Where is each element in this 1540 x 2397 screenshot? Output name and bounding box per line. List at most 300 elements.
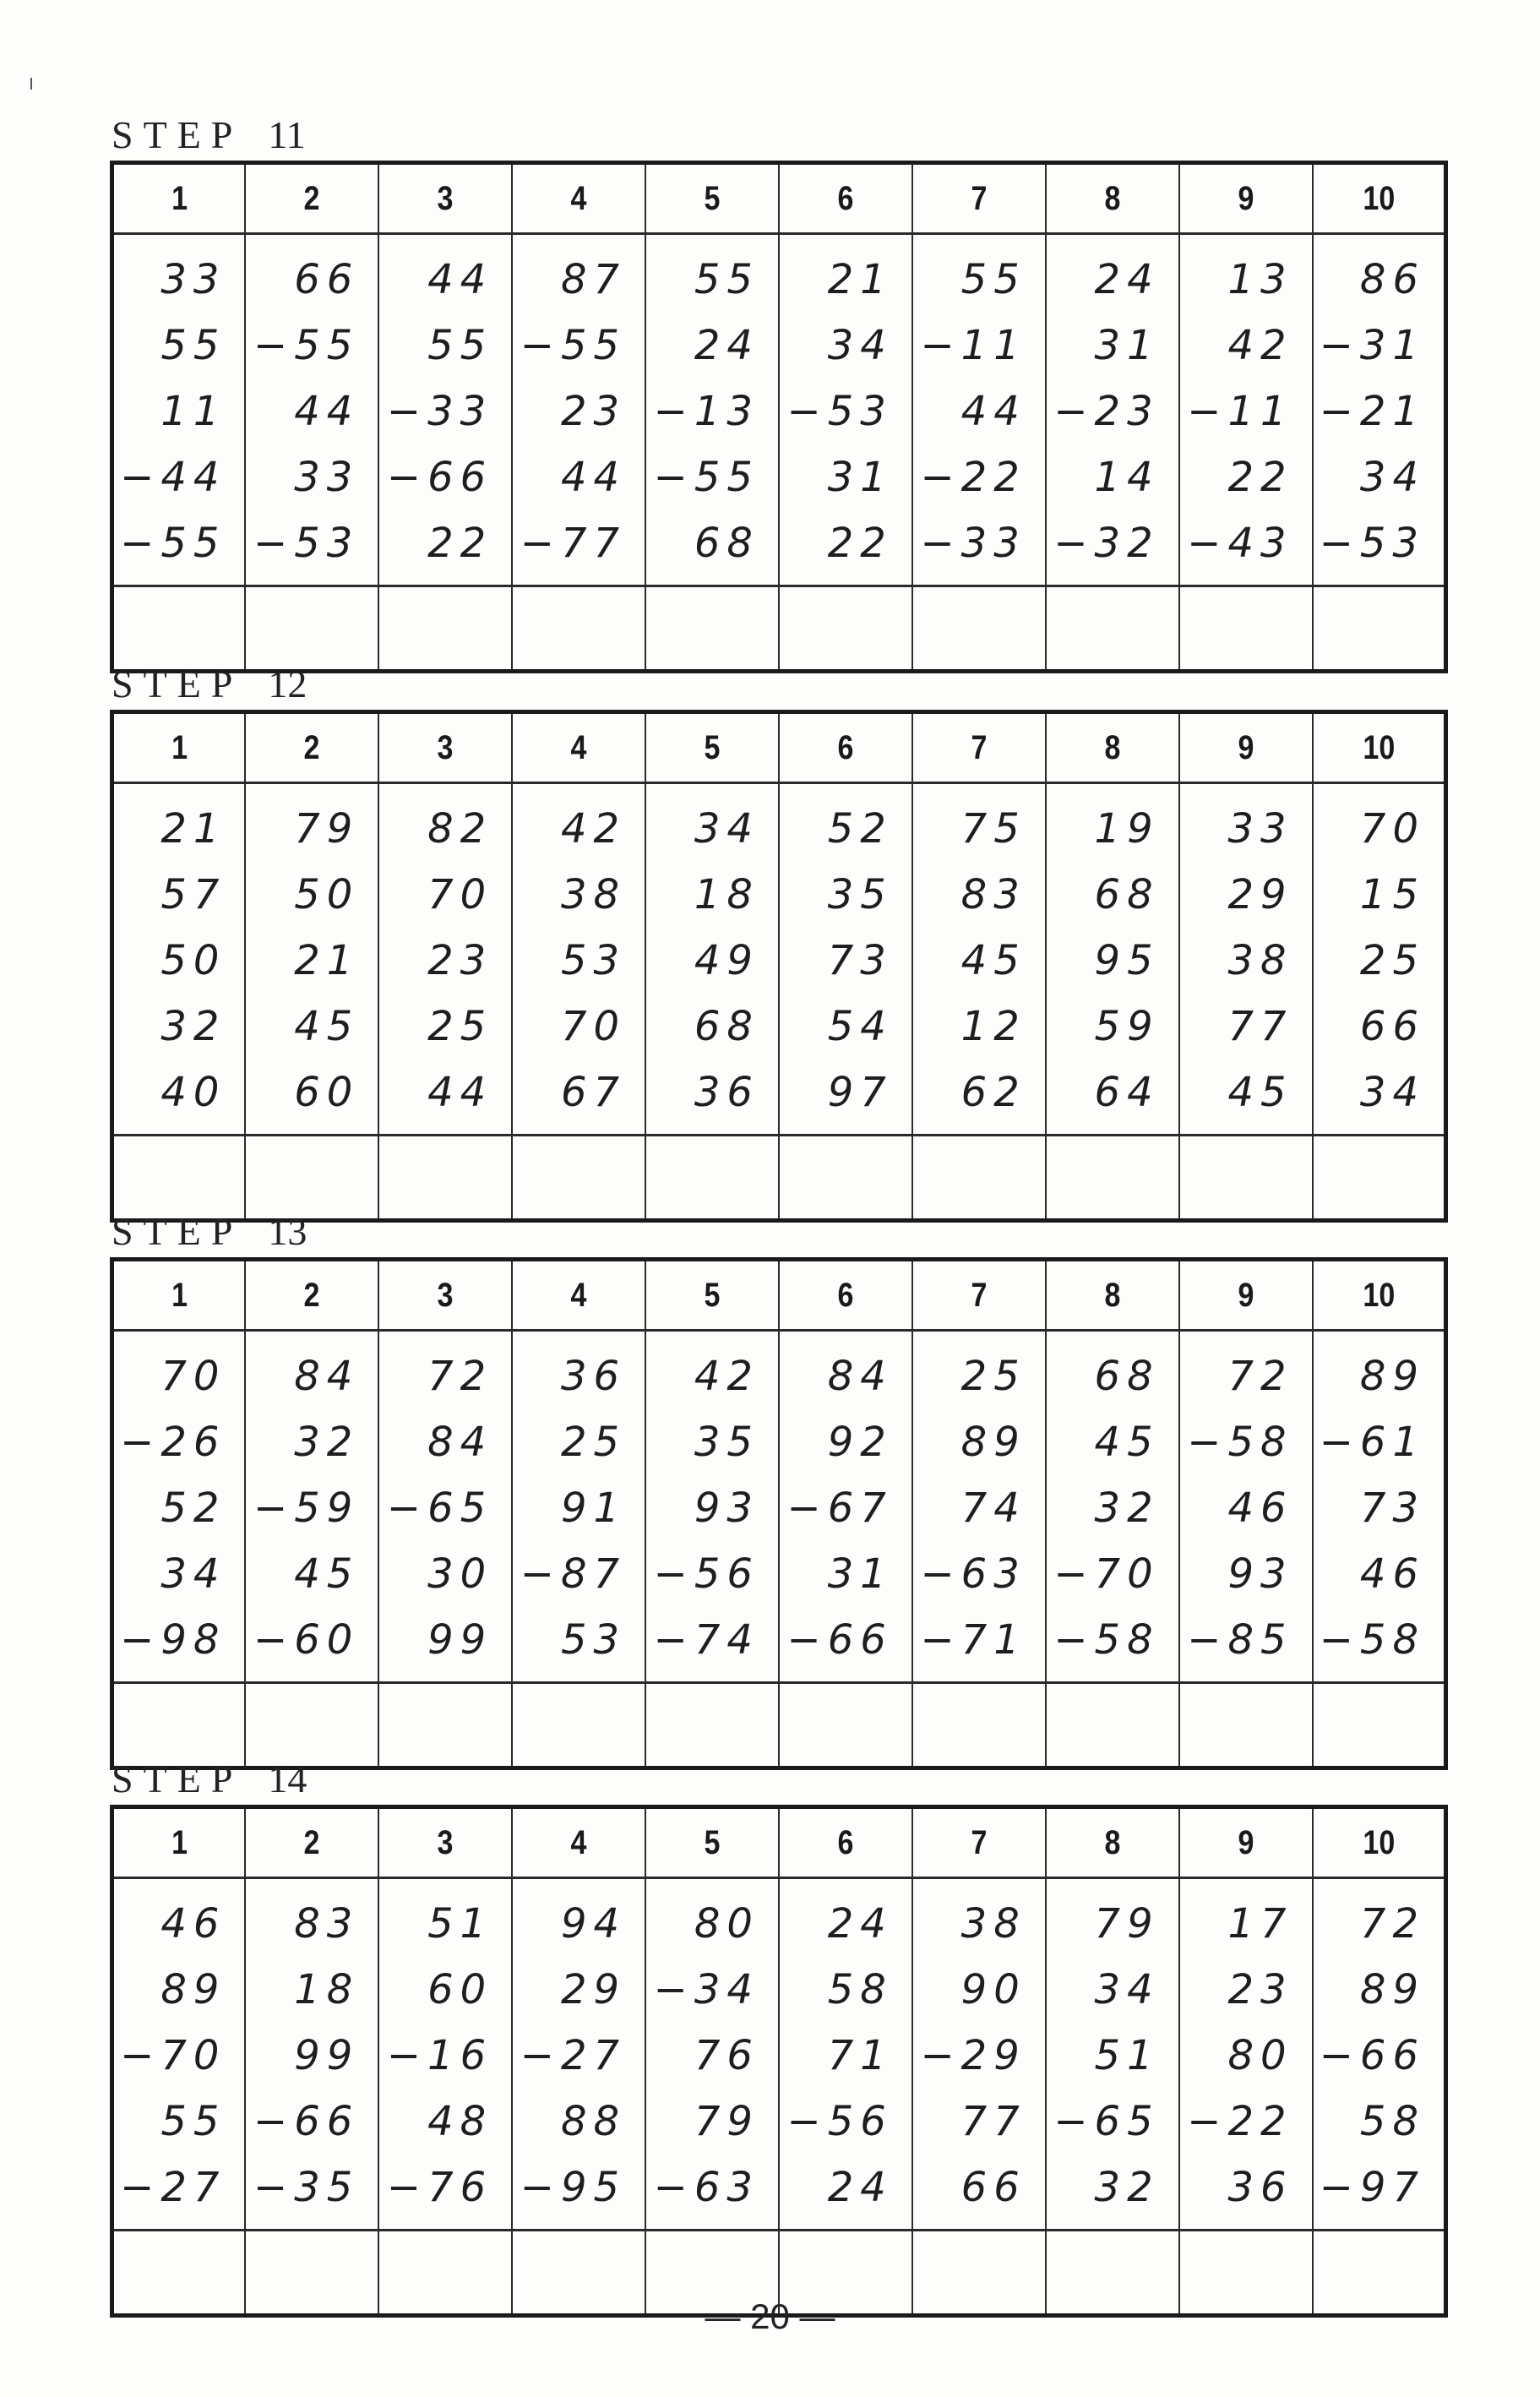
column-header: 2 [255, 1260, 368, 1331]
problem-number: 77 [960, 2098, 1026, 2145]
problem-cell [912, 234, 1046, 586]
problem-number: 64 [1094, 1069, 1160, 1116]
column-header: 4 [522, 712, 635, 783]
problem-number: 32 [1094, 2164, 1160, 2211]
problem-number: 21 [827, 256, 893, 303]
problem-number: −55 [653, 454, 759, 501]
problem-number: 66 [960, 2164, 1026, 2211]
problem-number: 29 [1227, 871, 1293, 918]
problem-cell [378, 1331, 512, 1683]
problem-number: 66 [1359, 1003, 1425, 1050]
column-header: 9 [1189, 1807, 1302, 1878]
problem-number: −65 [1053, 2098, 1160, 2145]
column-header: 3 [389, 1260, 502, 1331]
problem-cell [1313, 1331, 1446, 1683]
problem-number: 24 [1094, 256, 1160, 303]
problem-number: 33 [1227, 805, 1293, 853]
problem-number: −55 [520, 322, 627, 369]
problem-number: −44 [120, 454, 226, 501]
problem-number: 32 [294, 1419, 360, 1466]
problem-number: 89 [1359, 1966, 1425, 2013]
column-header: 1 [122, 1260, 235, 1331]
problem-cell [779, 783, 912, 1136]
problem-number: 11 [161, 388, 226, 435]
problem-number: 18 [294, 1966, 360, 2013]
problem-number: −56 [786, 2098, 893, 2145]
problem-number: −71 [920, 1616, 1026, 1664]
problem-number: 54 [827, 1003, 893, 1050]
problem-number: −67 [786, 1485, 893, 1532]
problem-number: 94 [560, 1900, 627, 1948]
column-header: 6 [789, 163, 902, 234]
page-number: — 20 — [705, 2296, 835, 2336]
problems-row [112, 783, 1446, 1136]
problem-number: 23 [427, 937, 493, 984]
column-header: 6 [789, 1260, 902, 1331]
problem-number: 18 [694, 871, 759, 918]
problem-number: 30 [427, 1550, 493, 1598]
problem-cell [1179, 234, 1313, 586]
problem-number: −53 [253, 520, 360, 567]
problem-number: 70 [427, 871, 493, 918]
problem-number: 76 [694, 2032, 759, 2079]
problem-number: 72 [1227, 1353, 1293, 1400]
step-title [110, 1754, 1448, 1805]
problem-number: 34 [827, 322, 893, 369]
problem-number: 95 [1094, 937, 1160, 984]
column-header: 9 [1189, 1260, 1302, 1331]
problem-number: 31 [827, 1550, 893, 1598]
problem-number: −60 [253, 1616, 360, 1664]
problem-number: 12 [960, 1003, 1026, 1050]
problem-number: 34 [1359, 1069, 1425, 1116]
problem-number: 35 [694, 1419, 759, 1466]
problem-number: 31 [827, 454, 893, 501]
problem-number: −87 [520, 1550, 627, 1598]
column-header: 7 [922, 712, 1036, 783]
column-header: 2 [255, 712, 368, 783]
problem-number: 21 [161, 805, 226, 853]
problem-number: 73 [827, 937, 893, 984]
problem-number: 88 [560, 2098, 627, 2145]
problem-cell [512, 783, 645, 1136]
problem-number: 50 [294, 871, 360, 918]
column-header: 5 [656, 1807, 769, 1878]
problem-number: −74 [653, 1616, 759, 1664]
step-number: 11 [268, 113, 306, 156]
problem-number: 52 [161, 1485, 226, 1532]
column-header: 10 [1322, 712, 1435, 783]
column-header: 8 [1056, 1807, 1169, 1878]
problem-number: 48 [427, 2098, 493, 2145]
problem-number: 45 [294, 1003, 360, 1050]
problem-number: 44 [294, 388, 360, 435]
step-title [110, 1207, 1448, 1257]
problem-number: −58 [1187, 1419, 1293, 1466]
problem-number: 55 [161, 2098, 226, 2145]
problem-number: −35 [253, 2164, 360, 2211]
step-title [110, 110, 1448, 161]
problem-number: 75 [960, 805, 1026, 853]
scan-mark [30, 78, 32, 90]
problem-number: 70 [161, 1353, 226, 1400]
problem-number: 58 [827, 1966, 893, 2013]
problem-number: 79 [694, 2098, 759, 2145]
problem-number: −61 [1319, 1419, 1425, 1466]
problem-number: 80 [694, 1900, 759, 1948]
problem-number: 60 [427, 1966, 493, 2013]
problem-number: 79 [294, 805, 360, 853]
problem-number: 44 [427, 256, 493, 303]
problems-row [112, 1878, 1446, 2231]
problem-number: 80 [1227, 2032, 1293, 2079]
step-number: 14 [268, 1757, 307, 1800]
problem-number: 44 [960, 388, 1026, 435]
problem-number: 72 [1359, 1900, 1425, 1948]
problem-number: 53 [560, 1616, 627, 1664]
problem-cell [645, 234, 779, 586]
problem-number: 52 [827, 805, 893, 853]
problem-number: −59 [253, 1485, 360, 1532]
problem-cell [1046, 1331, 1179, 1683]
problem-number: 21 [294, 937, 360, 984]
problem-number: 40 [161, 1069, 226, 1116]
problem-cell [1046, 1878, 1179, 2231]
problem-number: 70 [1359, 805, 1425, 853]
problem-number: 83 [294, 1900, 360, 1948]
problems-row [112, 1331, 1446, 1683]
problem-number: −23 [1053, 388, 1160, 435]
problem-number: −26 [120, 1419, 226, 1466]
problem-number: −11 [920, 322, 1026, 369]
column-header: 5 [656, 163, 769, 234]
problem-number: 44 [560, 454, 627, 501]
problem-number: −53 [1319, 520, 1425, 567]
problem-cell [645, 783, 779, 1136]
problem-number: 46 [1227, 1485, 1293, 1532]
problem-cell [779, 1331, 912, 1683]
problem-number: 34 [1094, 1966, 1160, 2013]
problem-number: −97 [1319, 2164, 1425, 2211]
problem-number: 99 [294, 2032, 360, 2079]
step-label: STEP [112, 1210, 243, 1253]
problem-number: −13 [653, 388, 759, 435]
column-header: 3 [389, 1807, 502, 1878]
column-header: 8 [1056, 163, 1169, 234]
step-section [110, 659, 1448, 1223]
problem-number: 68 [694, 1003, 759, 1050]
column-header: 10 [1322, 163, 1435, 234]
problem-cell [112, 783, 246, 1136]
column-header: 9 [1189, 163, 1302, 234]
problem-cell [779, 234, 912, 586]
problem-number: 24 [694, 322, 759, 369]
problem-number: 24 [827, 1900, 893, 1948]
problem-number: 25 [560, 1419, 627, 1466]
problem-number: −70 [1053, 1550, 1160, 1598]
problem-number: 89 [1359, 1353, 1425, 1400]
problem-number: −98 [120, 1616, 226, 1664]
problem-number: 90 [960, 1966, 1026, 2013]
problem-cell [1046, 234, 1179, 586]
step-section [110, 1207, 1448, 1770]
problem-number: 25 [960, 1353, 1026, 1400]
problem-number: 29 [560, 1966, 627, 2013]
problem-number: 36 [560, 1353, 627, 1400]
column-header: 8 [1056, 712, 1169, 783]
problem-number: 84 [427, 1419, 493, 1466]
problems-row [112, 234, 1446, 586]
step-section [110, 110, 1448, 673]
problem-cell [112, 1331, 246, 1683]
problem-number: −56 [653, 1550, 759, 1598]
problem-number: 67 [560, 1069, 627, 1116]
problem-cell [512, 234, 645, 586]
problem-number: 49 [694, 937, 759, 984]
column-header: 4 [522, 1807, 635, 1878]
problem-cell [512, 1878, 645, 2231]
problem-number: −33 [920, 520, 1026, 567]
column-header: 6 [789, 712, 902, 783]
problem-number: 34 [1359, 454, 1425, 501]
problem-number: −53 [786, 388, 893, 435]
problem-number: 38 [560, 871, 627, 918]
problem-number: 55 [427, 322, 493, 369]
column-header: 10 [1322, 1807, 1435, 1878]
problem-number: −58 [1319, 1616, 1425, 1664]
problem-number: 33 [161, 256, 226, 303]
problem-number: 45 [294, 1550, 360, 1598]
problem-table [110, 1257, 1448, 1770]
problem-number: 42 [694, 1353, 759, 1400]
problem-cell [112, 234, 246, 586]
problem-number: 23 [560, 388, 627, 435]
problem-cell [245, 1331, 378, 1683]
problem-number: 24 [827, 2164, 893, 2211]
problem-cell [779, 1878, 912, 2231]
problem-number: 62 [960, 1069, 1026, 1116]
problem-number: 19 [1094, 805, 1160, 853]
step-label: STEP [112, 662, 243, 705]
problem-number: 13 [1227, 256, 1293, 303]
problem-number: −16 [386, 2032, 493, 2079]
problem-number: 74 [960, 1485, 1026, 1532]
column-header: 1 [122, 712, 235, 783]
problem-number: 79 [1094, 1900, 1160, 1948]
column-header: 4 [522, 163, 635, 234]
problem-number: 97 [827, 1069, 893, 1116]
problem-number: −43 [1187, 520, 1293, 567]
problem-table [110, 1805, 1448, 2318]
problem-number: 32 [161, 1003, 226, 1050]
problem-number: −70 [120, 2032, 226, 2079]
problem-number: 46 [1359, 1550, 1425, 1598]
problem-cell [1313, 1878, 1446, 2231]
problem-number: 35 [827, 871, 893, 918]
problem-cell [912, 1331, 1046, 1683]
problem-number: 71 [827, 2032, 893, 2079]
header-row [112, 163, 1446, 234]
problem-table [110, 710, 1448, 1223]
step-number: 13 [268, 1210, 307, 1253]
problem-number: −66 [786, 1616, 893, 1664]
problem-number: 22 [427, 520, 493, 567]
column-header: 2 [255, 1807, 368, 1878]
column-header: 3 [389, 712, 502, 783]
problem-number: 45 [960, 937, 1026, 984]
problem-cell [512, 1331, 645, 1683]
column-header: 2 [255, 163, 368, 234]
column-header: 1 [122, 163, 235, 234]
problem-number: 51 [1094, 2032, 1160, 2079]
problem-number: 58 [1359, 2098, 1425, 2145]
problem-cell [1313, 234, 1446, 586]
step-title [110, 659, 1448, 710]
step-section [110, 1754, 1448, 2318]
problem-number: −11 [1187, 388, 1293, 435]
problem-number: 36 [1227, 2164, 1293, 2211]
column-header: 10 [1322, 1260, 1435, 1331]
problem-cell [1179, 1878, 1313, 2231]
column-header: 7 [922, 1260, 1036, 1331]
problem-table [110, 161, 1448, 673]
problem-number: 68 [1094, 1353, 1160, 1400]
column-header: 4 [522, 1260, 635, 1331]
problem-number: −65 [386, 1485, 493, 1532]
problem-cell [245, 1878, 378, 2231]
header-row [112, 712, 1446, 783]
step-label: STEP [112, 113, 243, 156]
problem-number: 31 [1094, 322, 1160, 369]
problem-cell [912, 783, 1046, 1136]
problem-number: 36 [694, 1069, 759, 1116]
problem-number: −34 [653, 1966, 759, 2013]
problem-number: 51 [427, 1900, 493, 1948]
problem-cell [112, 1878, 246, 2231]
problem-number: 15 [1359, 871, 1425, 918]
problem-cell [645, 1878, 779, 2231]
problem-number: 72 [427, 1353, 493, 1400]
problem-number: −27 [120, 2164, 226, 2211]
problem-number: 70 [560, 1003, 627, 1050]
problem-number: −33 [386, 388, 493, 435]
problem-number: −21 [1319, 388, 1425, 435]
problem-number: −63 [920, 1550, 1026, 1598]
problem-number: 87 [560, 256, 627, 303]
problem-number: 55 [960, 256, 1026, 303]
problem-number: 86 [1359, 256, 1425, 303]
problem-cell [1179, 1331, 1313, 1683]
problem-number: 25 [1359, 937, 1425, 984]
problem-number: 34 [694, 805, 759, 853]
problem-number: 93 [694, 1485, 759, 1532]
problem-cell [378, 234, 512, 586]
problem-cell [912, 1878, 1046, 2231]
problem-number: −22 [920, 454, 1026, 501]
column-header: 7 [922, 1807, 1036, 1878]
problem-number: 68 [1094, 871, 1160, 918]
problem-number: −29 [920, 2032, 1026, 2079]
problem-number: 42 [1227, 322, 1293, 369]
problem-number: 23 [1227, 1966, 1293, 2013]
column-header: 7 [922, 163, 1036, 234]
step-number: 12 [268, 662, 307, 705]
problem-cell [1313, 783, 1446, 1136]
column-header: 8 [1056, 1260, 1169, 1331]
column-header: 6 [789, 1807, 902, 1878]
problem-number: 22 [1227, 454, 1293, 501]
problem-number: 55 [694, 256, 759, 303]
problem-cell [245, 234, 378, 586]
problem-number: 45 [1227, 1069, 1293, 1116]
problem-number: 34 [161, 1550, 226, 1598]
problem-cell [1179, 783, 1313, 1136]
problem-number: −66 [386, 454, 493, 501]
problem-number: 89 [960, 1419, 1026, 1466]
problem-number: −27 [520, 2032, 627, 2079]
problem-cell [645, 1331, 779, 1683]
problem-number: 44 [427, 1069, 493, 1116]
problem-number: −31 [1319, 322, 1425, 369]
problem-number: 57 [161, 871, 226, 918]
problem-number: 14 [1094, 454, 1160, 501]
problem-number: 84 [827, 1353, 893, 1400]
problem-number: 99 [427, 1616, 493, 1664]
problem-number: 93 [1227, 1550, 1293, 1598]
column-header: 3 [389, 163, 502, 234]
column-header: 1 [122, 1807, 235, 1878]
problem-number: 46 [161, 1900, 226, 1948]
problem-number: 73 [1359, 1485, 1425, 1532]
problem-number: −58 [1053, 1616, 1160, 1664]
problem-number: 17 [1227, 1900, 1293, 1948]
problem-number: 91 [560, 1485, 627, 1532]
problem-number: −32 [1053, 520, 1160, 567]
problem-number: 50 [161, 937, 226, 984]
problem-cell [378, 783, 512, 1136]
problem-number: −66 [1319, 2032, 1425, 2079]
problem-number: 38 [960, 1900, 1026, 1948]
problem-cell [245, 783, 378, 1136]
header-row [112, 1807, 1446, 1878]
problem-number: 60 [294, 1069, 360, 1116]
problem-number: 38 [1227, 937, 1293, 984]
problem-number: −55 [120, 520, 226, 567]
problem-number: 22 [827, 520, 893, 567]
problem-number: 92 [827, 1419, 893, 1466]
problem-number: 82 [427, 805, 493, 853]
problem-cell [1046, 783, 1179, 1136]
column-header: 9 [1189, 712, 1302, 783]
problem-number: 59 [1094, 1003, 1160, 1050]
problem-number: 68 [694, 520, 759, 567]
problem-number: 55 [161, 322, 226, 369]
problem-number: 77 [1227, 1003, 1293, 1050]
problem-number: −55 [253, 322, 360, 369]
problem-number: −77 [520, 520, 627, 567]
problem-number: 89 [161, 1966, 226, 2013]
problem-number: 25 [427, 1003, 493, 1050]
problem-number: −22 [1187, 2098, 1293, 2145]
problem-number: 33 [294, 454, 360, 501]
problem-number: 66 [294, 256, 360, 303]
problem-number: −63 [653, 2164, 759, 2211]
column-header: 5 [656, 712, 769, 783]
problem-number: −66 [253, 2098, 360, 2145]
problem-cell [378, 1878, 512, 2231]
column-header: 5 [656, 1260, 769, 1331]
problem-number: −95 [520, 2164, 627, 2211]
